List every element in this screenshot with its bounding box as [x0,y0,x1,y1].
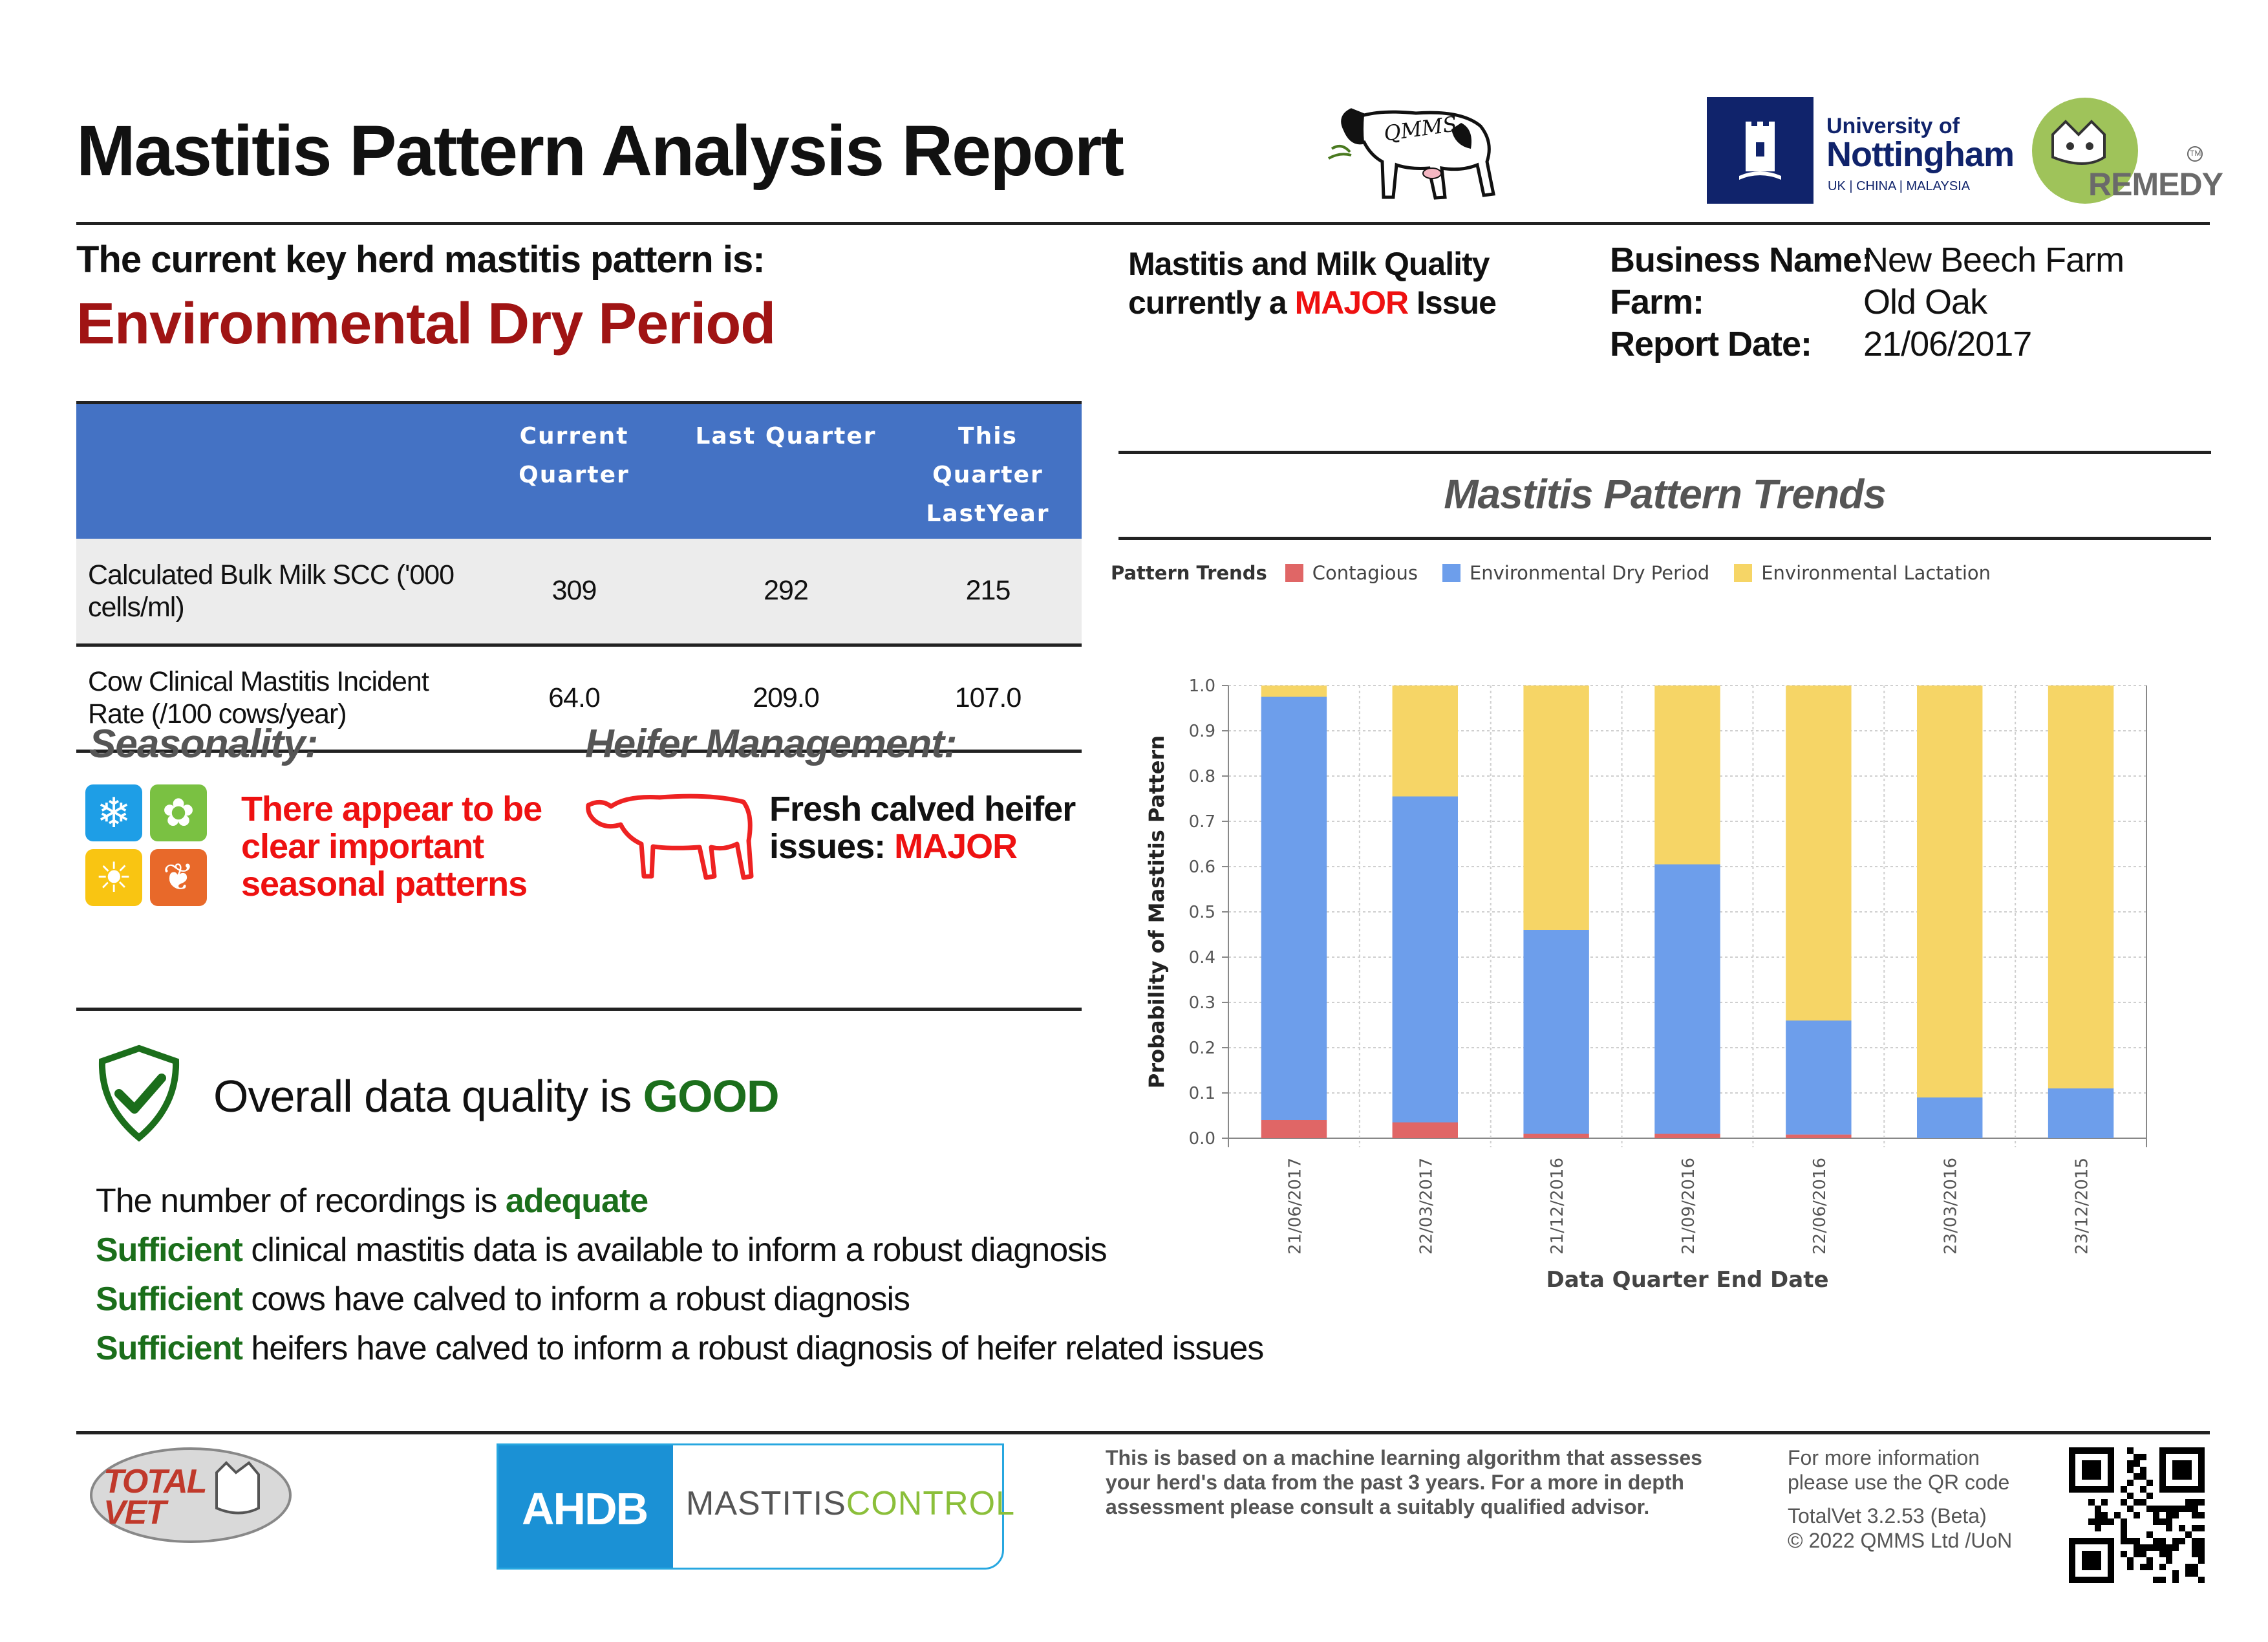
disclaimer-line3: assessment please consult a suitably qualified advisor. [1106,1495,1650,1518]
chart-legend [1111,559,1991,587]
issue-severity: MAJOR [1294,285,1409,321]
heifers-status: Sufficient [96,1330,242,1367]
university-logo [1707,97,2014,204]
bar-segment-environmental-dry-period [1654,865,1720,1134]
cell-last-quarter: 209.0 [678,645,894,751]
table-row [76,539,1082,645]
heifer-line2-prefix: issues: [769,827,895,866]
y-tick-label: 0.4 [1188,948,1215,967]
recordings-status: adequate [505,1182,648,1220]
business-name-label: Business Name: [1610,241,1873,279]
bar-segment-contagious [1261,1120,1327,1138]
bar-segment-environmental-lactation [1786,686,1851,1021]
bar-segment-contagious [1523,1134,1589,1138]
footer-info [1788,1445,2012,1553]
legend-label-env-lactation: Environmental Lactation [1761,562,1991,584]
farm-value: Old Oak [1863,283,1987,321]
key-pattern-value: Environmental Dry Period [76,292,776,356]
seasonality-line2: clear important [241,827,484,866]
data-quality-headline [213,1070,779,1122]
row-label: Cow Clinical Mastitis Incident Rate (/100 cows/year) [76,645,471,751]
footer-rule [76,1431,2210,1434]
farm-label: Farm: [1610,283,1704,321]
bar-segment-environmental-lactation [1917,686,1982,1097]
y-tick-label: 0.3 [1188,993,1215,1013]
column-header-current-quarter: Current Quarter [471,403,678,539]
key-pattern-heading: The current key herd mastitis pattern is: [76,239,765,281]
heifer-severity: MAJOR [894,827,1018,866]
bar-segment-environmental-dry-period [1261,697,1327,1121]
y-tick-label: 0.7 [1188,812,1215,832]
legend-title: Pattern Trends [1111,562,1267,584]
x-tick-label: 23/03/2016 [1941,1158,1961,1255]
version-text: TotalVet 3.2.53 (Beta) [1788,1504,1987,1528]
qr-code-icon[interactable] [2069,1447,2205,1583]
data-quality-rating: GOOD [643,1071,779,1121]
y-axis-title: Probability of Mastitis Pattern [1144,735,1169,1089]
heifer-line1: Fresh calved heifer [769,790,1076,828]
totalvet-text: TOTAL VET [103,1463,206,1531]
shield-check-icon [97,1044,181,1141]
column-header-last-quarter: Last Quarter [678,403,894,539]
issue-line1: Mastitis and Milk Quality [1128,246,1490,282]
legend-swatch-contagious [1285,564,1303,582]
mastitis-trends-chart [1118,660,2166,1300]
ahdb-mastitis-control-logo [497,1443,1016,1570]
recordings-prefix: The number of recordings is [96,1182,506,1220]
qmms-logo-text: QMMS [1382,111,1459,146]
heifer-icon [582,779,756,886]
bar-segment-environmental-lactation [1261,686,1327,697]
ahdb-block [498,1445,673,1568]
info-line2: please use the QR code [1788,1471,2010,1494]
bar-segment-environmental-lactation [2048,686,2113,1088]
uni-name-line3: UK | CHINA | MALAYSIA [1828,179,1971,193]
report-title: Mastitis Pattern Analysis Report [76,111,1124,191]
flower-icon: ✿ [150,784,207,841]
y-tick-label: 1.0 [1188,676,1215,696]
bar-segment-contagious [1654,1134,1720,1138]
totalvet-logo [87,1443,294,1547]
bar-segment-environmental-lactation [1654,686,1720,865]
y-tick-label: 0.0 [1188,1129,1215,1149]
remedy-text: REMEDY [2088,166,2223,202]
sun-icon: ☀ [85,849,142,906]
x-tick-label: 22/03/2017 [1417,1158,1437,1255]
seasonality-line1: There appear to be [241,790,542,828]
cell-current-quarter: 64.0 [471,645,678,751]
x-tick-label: 22/06/2016 [1810,1158,1830,1255]
section-rule [76,1008,1082,1011]
data-quality-line-clinical [96,1231,1107,1269]
info-line1: For more information [1788,1446,1980,1469]
seasonality-label: Seasonality: [89,722,318,766]
cell-current-quarter: 309 [471,539,678,645]
y-tick-label: 0.2 [1188,1039,1215,1058]
clinical-text: clinical mastitis data is available to inform a robust diagnosis [242,1231,1107,1269]
cows-status: Sufficient [96,1280,242,1318]
y-tick-label: 0.1 [1188,1084,1215,1103]
issue-line2-prefix: currently a [1128,285,1295,321]
metrics-table [76,401,1082,753]
qmms-logo [1300,91,1506,207]
bar-segment-environmental-dry-period [2048,1088,2113,1138]
report-date-label: Report Date: [1610,325,1812,363]
report-date-value: 21/06/2017 [1863,325,2032,363]
column-header-this-quarter-last-year: This Quarter LastYear [894,403,1082,539]
bar-segment-environmental-dry-period [1393,797,1458,1123]
y-tick-label: 0.9 [1188,722,1215,741]
control-word: CONTROL [846,1485,1016,1522]
castle-crest-icon [1707,97,1813,204]
clinical-status: Sufficient [96,1231,242,1269]
snowflake-icon: ❄ [85,784,142,841]
data-quality-line-recordings [96,1182,648,1220]
business-name-value: New Beech Farm [1863,241,2124,279]
remedy-logo [2030,96,2223,206]
disclaimer-line1: This is based on a machine learning algorithm that assesses [1106,1446,1702,1469]
bar-segment-environmental-dry-period [1917,1097,1982,1138]
seasonality-message [241,790,542,903]
legend-swatch-env-lactation [1734,564,1752,582]
heifer-message [769,790,1075,865]
legend-label-contagious: Contagious [1312,562,1418,584]
x-axis-title: Data Quarter End Date [1546,1267,1829,1293]
uni-name-line1: University of [1826,114,1960,138]
bar-segment-environmental-dry-period [1523,930,1589,1134]
bar-segment-environmental-lactation [1523,686,1589,930]
cell-this-quarter-last-year: 215 [894,539,1082,645]
disclaimer-line2: your herd's data from the past 3 years. For a more in depth [1106,1471,1684,1494]
cell-last-quarter: 292 [678,539,894,645]
seasonality-line3: seasonal patterns [241,865,528,903]
issue-line2 [1128,283,1496,322]
data-quality-line-cows [96,1280,910,1319]
cow-icon [1300,91,1506,207]
ahdb-text: AHDB [522,1484,648,1534]
column-header-blank [76,403,471,539]
algorithm-disclaimer [1106,1445,1702,1519]
data-quality-line-heifers [96,1329,1263,1368]
heifers-text: heifers have calved to inform a robust diagnosis of heifer related issues [242,1330,1264,1367]
bar-segment-contagious [1393,1123,1458,1139]
x-tick-label: 21/06/2017 [1285,1158,1305,1255]
heifer-management-label: Heifer Management: [585,722,957,766]
bar-segment-environmental-lactation [1393,686,1458,797]
uni-name-line2: Nottingham [1826,135,2014,174]
data-quality-headline-prefix: Overall data quality is [213,1071,643,1121]
leaf-icon: ❦ [150,849,207,906]
seasons-icon-grid [85,784,208,907]
heifer-line2 [769,828,1075,865]
bar-segment-contagious [1786,1134,1851,1138]
issue-statement [1128,244,1496,322]
trends-top-rule [1118,451,2211,454]
cows-text: cows have calved to inform a robust diagnosis [242,1280,910,1318]
header-rule [76,222,2210,225]
x-tick-label: 21/12/2016 [1548,1158,1568,1255]
y-tick-label: 0.8 [1188,767,1215,786]
metrics-table-header [76,403,1082,539]
mastitis-control-text [686,1484,1015,1523]
trends-heading: Mastitis Pattern Trends [1444,471,1886,517]
trends-bottom-rule [1118,537,2211,540]
legend-swatch-env-dry [1442,564,1460,582]
x-tick-label: 23/12/2015 [2072,1158,2092,1255]
issue-line2-suffix: Issue [1408,285,1496,321]
bar-segment-environmental-dry-period [1786,1021,1851,1134]
y-tick-label: 0.5 [1188,903,1215,922]
copyright-text: © 2022 QMMS Ltd /UoN [1788,1529,2013,1552]
row-label: Calculated Bulk Milk SCC ('000 cells/ml) [76,539,471,645]
legend-label-env-dry: Environmental Dry Period [1469,562,1710,584]
y-tick-label: 0.6 [1188,858,1215,877]
cell-this-quarter-last-year: 107.0 [894,645,1082,751]
x-tick-label: 21/09/2016 [1679,1158,1698,1255]
trademark-mark: TM [2190,149,2201,158]
mastitis-word: MASTITIS [686,1485,846,1522]
